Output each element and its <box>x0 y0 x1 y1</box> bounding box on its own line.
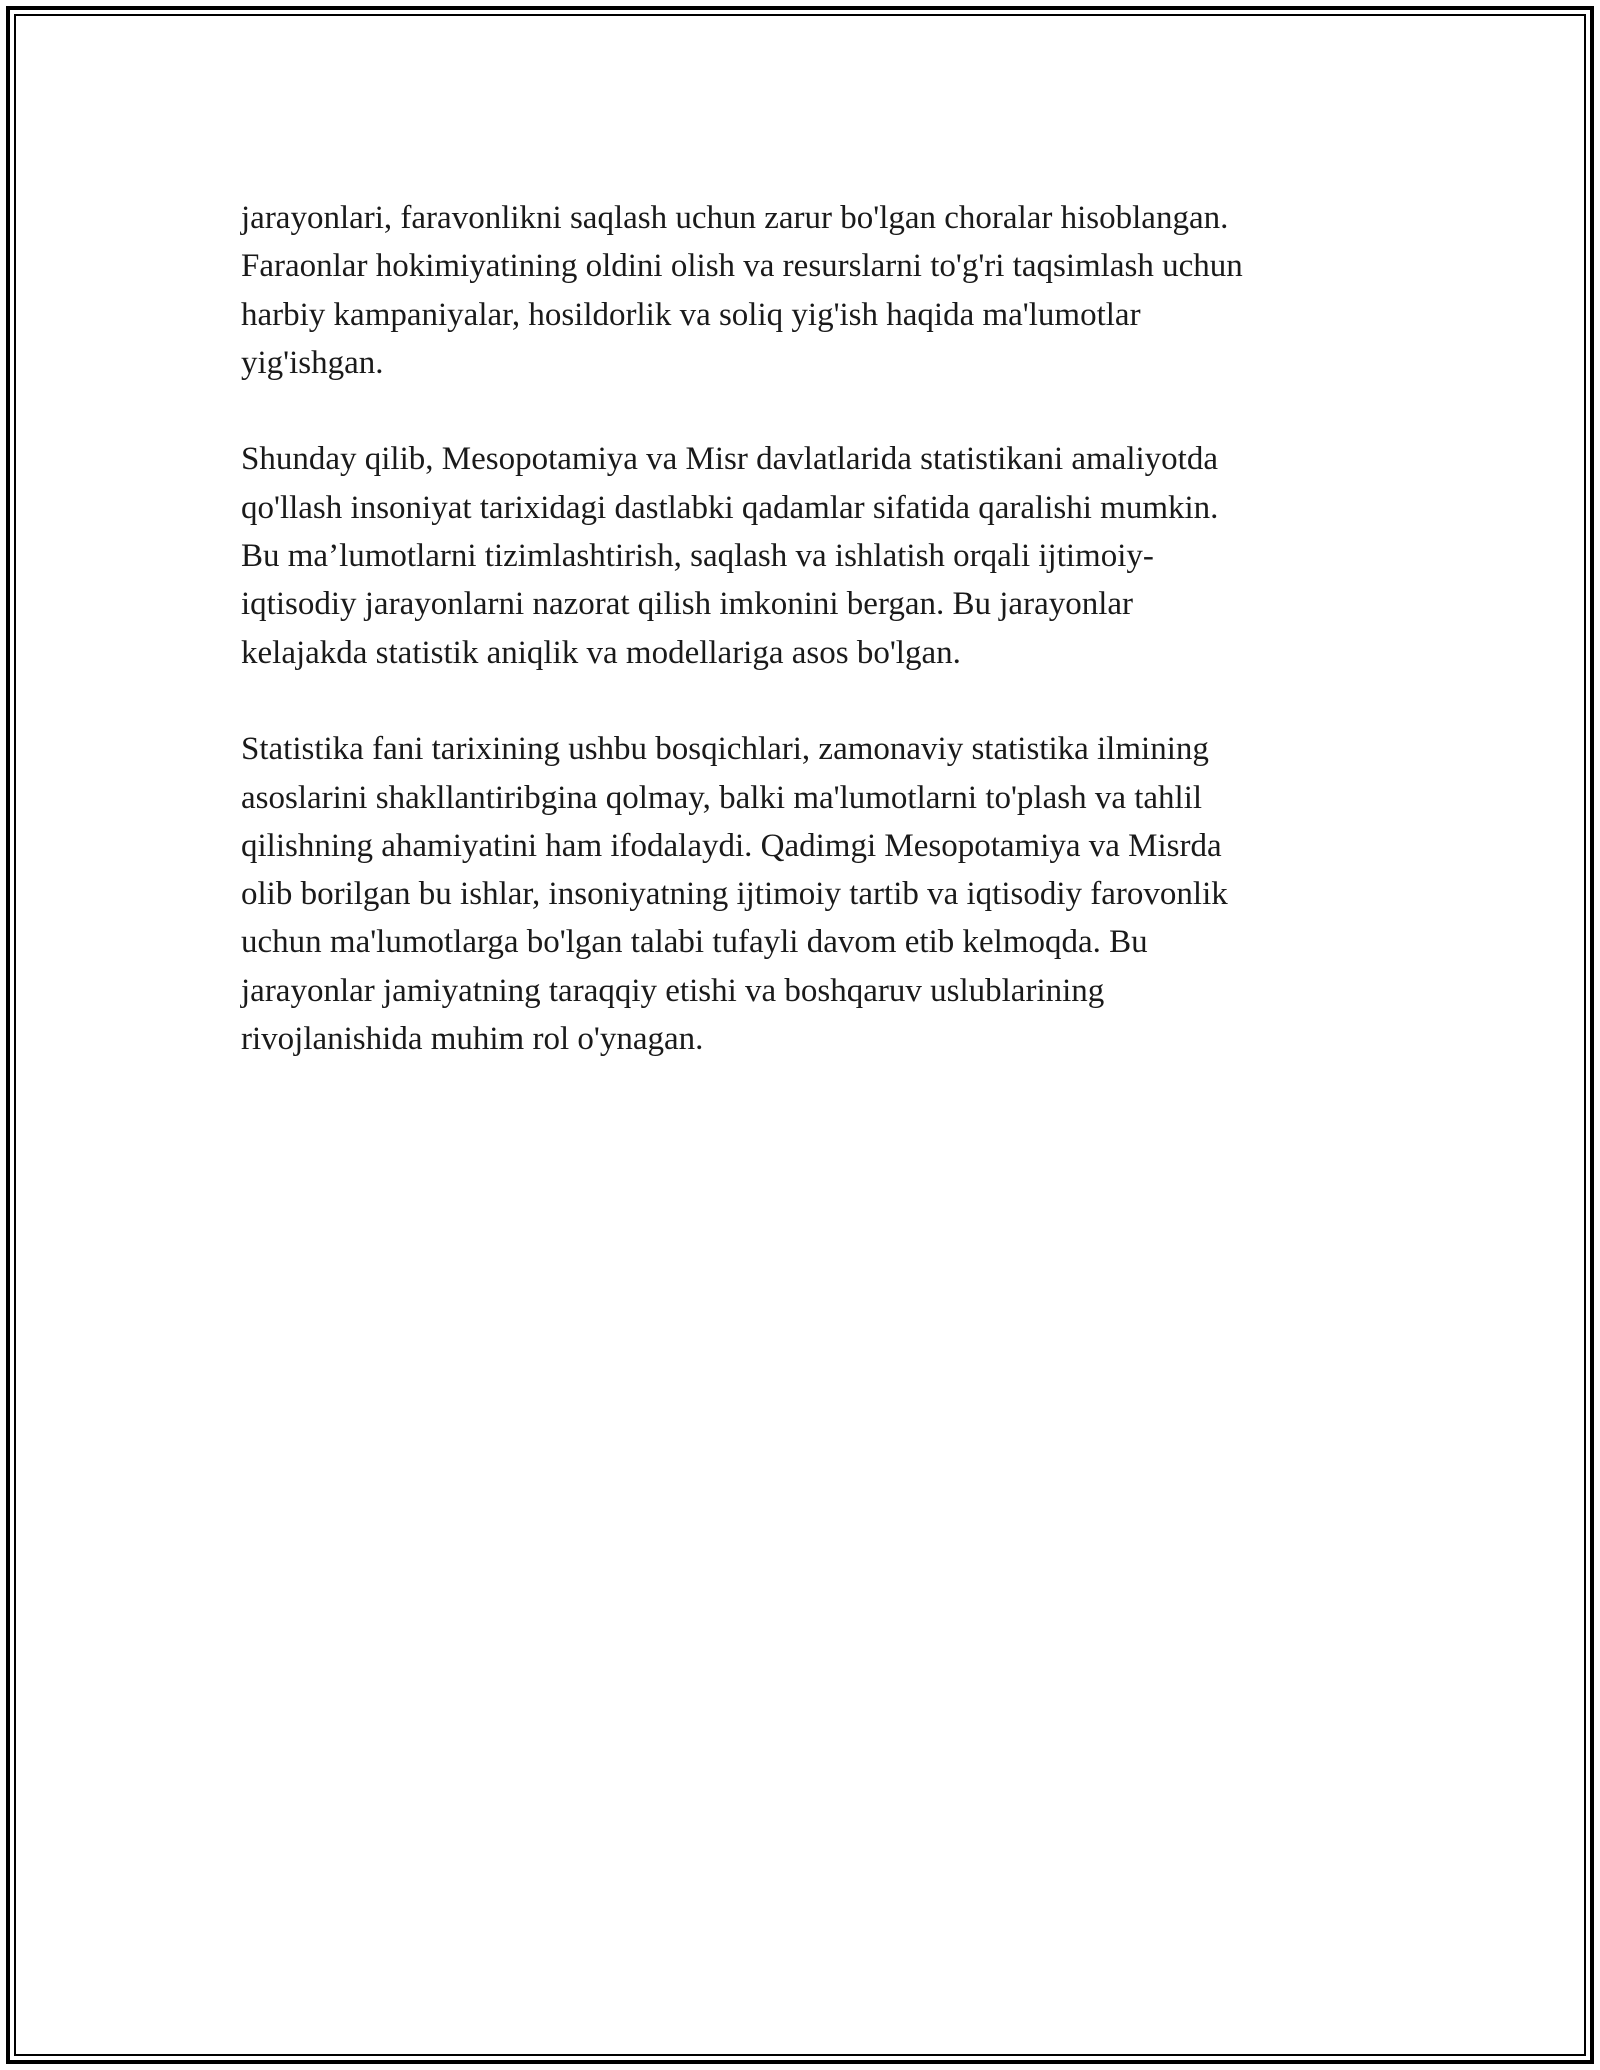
document-body <box>241 194 1391 1112</box>
text-line: olib borilgan bu ishlar, insoniyatning ijtimoiy tartib va iqtisodiy farovonlik <box>241 876 1228 913</box>
text-line: Shunday qilib, Mesopotamiya va Misr davlatlarida statistikani amaliyotda <box>241 441 1218 478</box>
text-line: kelajakda statistik aniqlik va modellariga asos bo'lgan. <box>241 634 961 671</box>
paragraph-3 <box>241 725 1391 1063</box>
text-line: jarayonlar jamiyatning taraqqiy etishi va boshqaruv uslublarining <box>241 972 1105 1009</box>
text-line: qilishning ahamiyatini ham ifodalaydi. Qadimgi Mesopotamiya va Misrda <box>241 827 1222 864</box>
text-line: iqtisodiy jarayonlarni nazorat qilish imkonini bergan. Bu jarayonlar <box>241 586 1134 623</box>
paragraph-1 <box>241 194 1391 387</box>
text-line: uchun ma'lumotlarga bo'lgan talabi tufayli davom etib kelmoqda. Bu <box>241 924 1148 961</box>
text-line: Bu ma’lumotlarni tizimlashtirish, saqlash va ishlatish orqali ijtimoiy- <box>241 538 1154 575</box>
text-line: rivojlanishida muhim rol o'ynagan. <box>241 1021 704 1058</box>
text-line: asoslarini shakllantiribgina qolmay, balki ma'lumotlarni to'plash va tahlil <box>241 779 1203 816</box>
text-line: qo'llash insoniyat tarixidagi dastlabki qadamlar sifatida qaralishi mumkin. <box>241 489 1219 526</box>
page-border <box>6 6 1594 2064</box>
text-line: Faraonlar hokimiyatining oldini olish va resurslarni to'g'ri taqsimlash uchun <box>241 248 1243 285</box>
page-border-inner <box>14 14 1586 2056</box>
text-line: Statistika fani tarixining ushbu bosqichlari, zamonaviy statistika ilmining <box>241 731 1209 768</box>
paragraph-2 <box>241 435 1391 676</box>
text-line: yig'ishgan. <box>241 344 384 381</box>
text-line: jarayonlari, faravonlikni saqlash uchun zarur bo'lgan choralar hisoblangan. <box>241 200 1229 236</box>
text-line: harbiy kampaniyalar, hosildorlik va soliq yig'ish haqida ma'lumotlar <box>241 296 1141 333</box>
